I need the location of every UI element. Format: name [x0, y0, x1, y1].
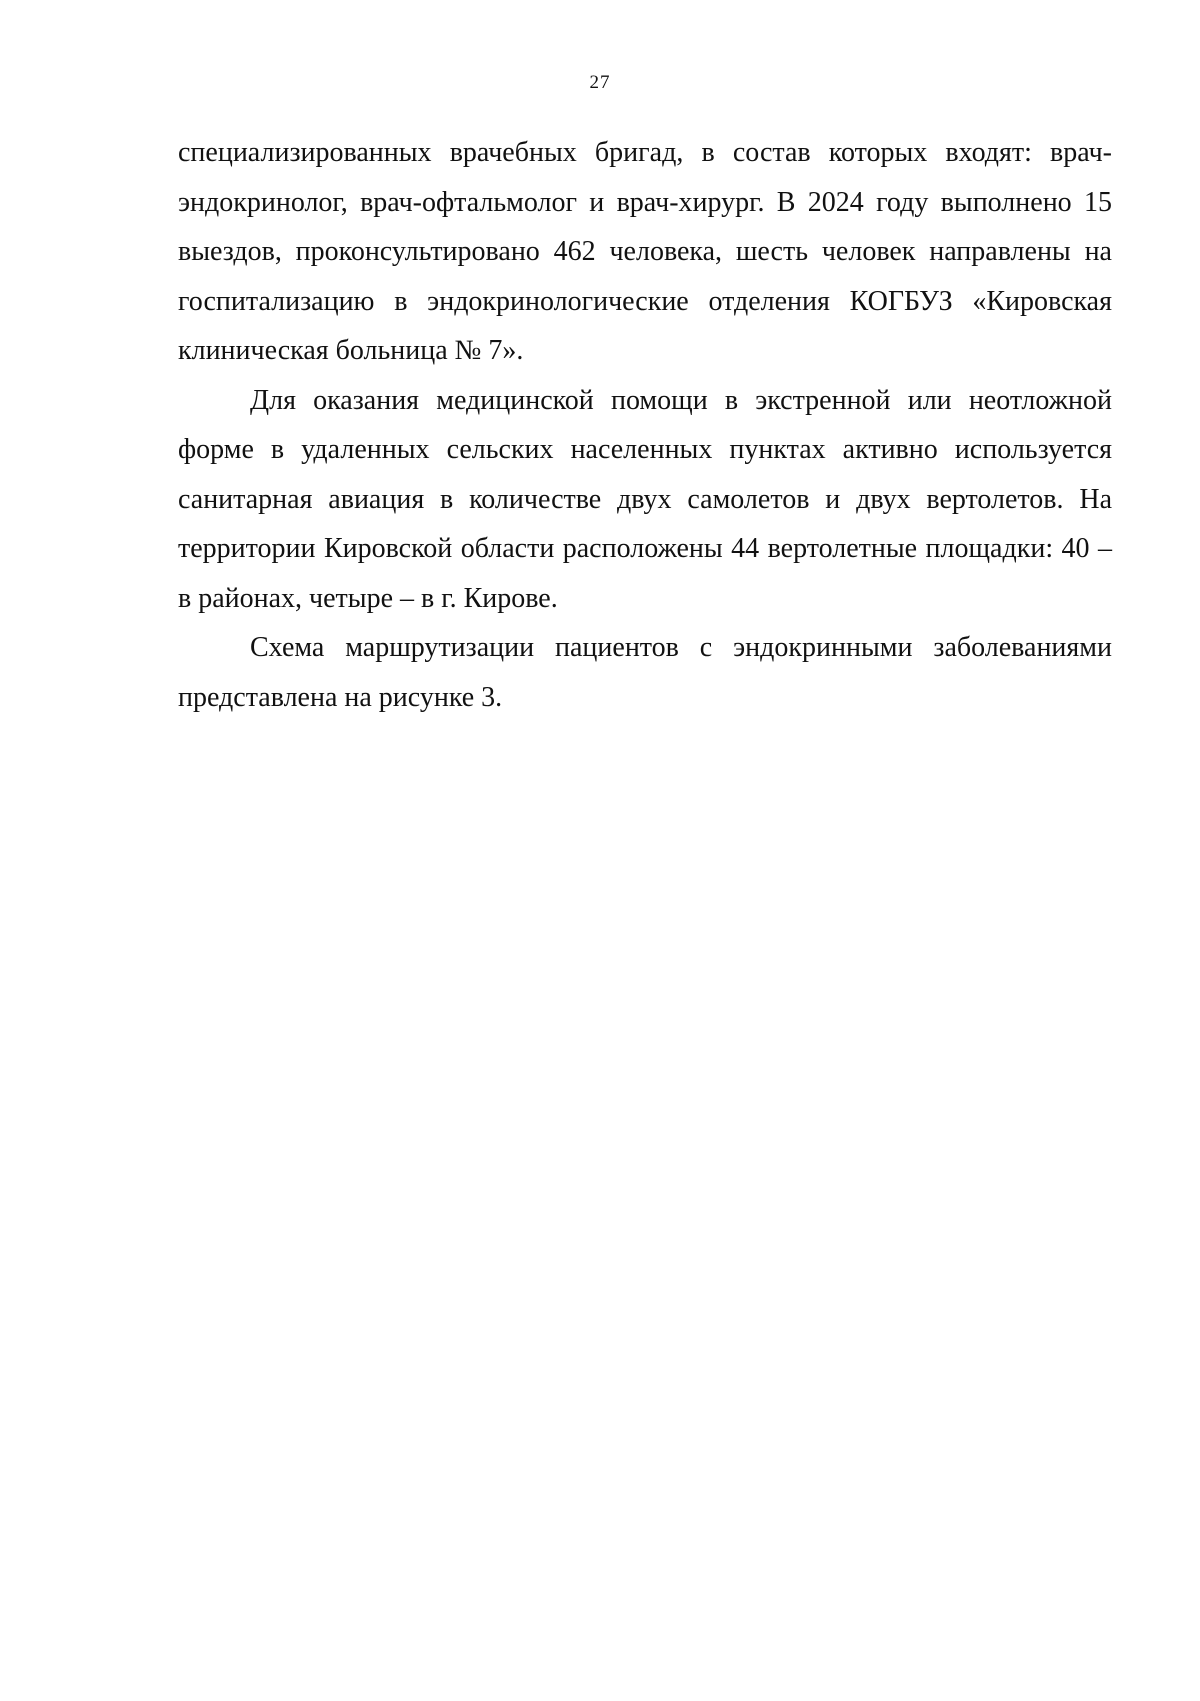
paragraph-sanitary-aviation: Для оказания медицинской помощи в экстренной или неотложной форме в удаленных сельских населенных пунктах активно используется санитарная авиация в количестве двух самолетов и двух вертолетов. На территории Кировской области расположены 44 вертолетные площадки: 40 – в районах, четыре – в г. Кирове.	[178, 384, 1112, 614]
paragraph-specialized-teams: специализированных врачебных бригад, в состав которых входят: врач-эндокринолог, врач-офтальмолог и врач-хирург. В 2024 году выполнено 15 выездов, проконсультировано 462 человека, шесть человек направлены на госпитализацию в эндокринологические отделения КОГБУЗ «Кировская клиническая больница № 7».	[178, 137, 1112, 366]
page-number: 27	[589, 72, 611, 93]
document-body	[178, 128, 1112, 722]
paragraph-routing-scheme: Схема маршрутизации пациентов с эндокринными заболеваниями представлена на рисунке 3.	[178, 632, 1112, 713]
